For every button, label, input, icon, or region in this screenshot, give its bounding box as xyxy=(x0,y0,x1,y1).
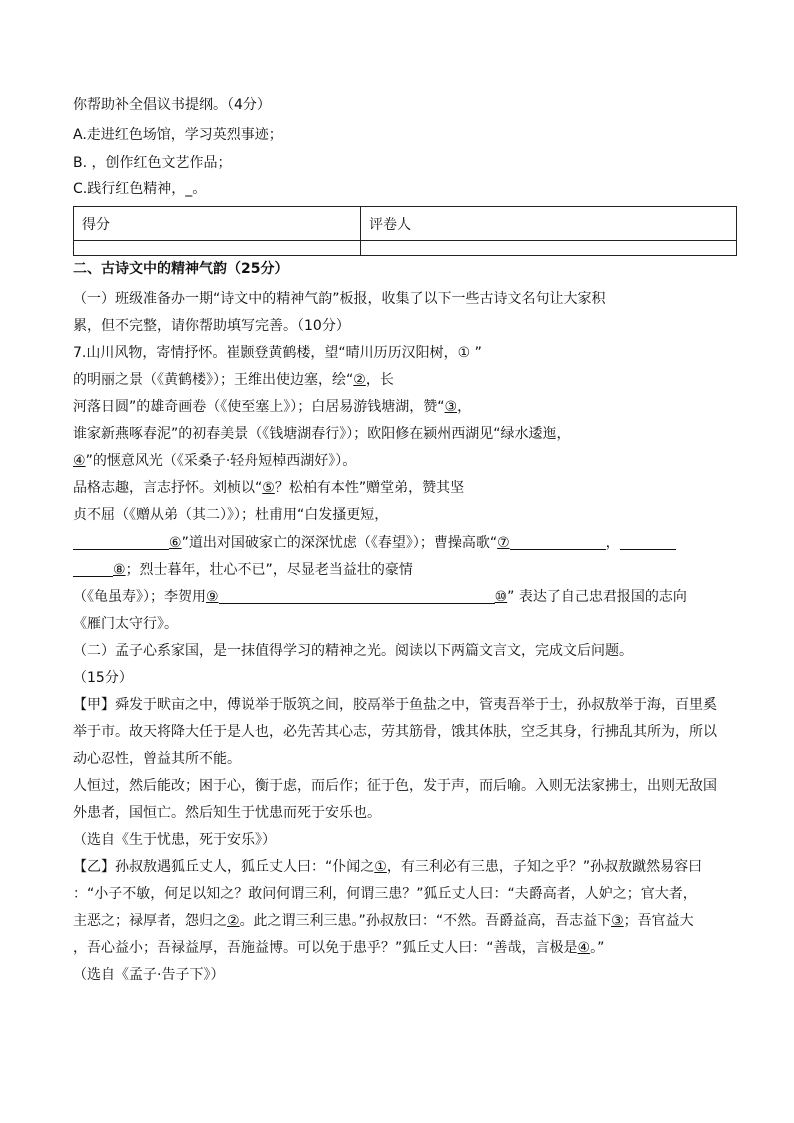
part2-intro-2: （15分） xyxy=(73,670,133,686)
blank-6-line[interactable] xyxy=(73,535,169,550)
part2-intro-1: （二）孟子心系家国，是一抹值得学习的精神之光。阅读以下两篇文言文，完成文后问题。 xyxy=(73,643,633,659)
yi-line-2: ：“小子不敏，何足以知之？敢问何谓三利，何谓三患？”狐丘丈人曰：“夫爵高者，人妒之；官大者， xyxy=(73,886,697,902)
score-table xyxy=(73,206,737,256)
q7-line-9: ⑧；烈士暮年，壮心不已”，尽显老当益壮的豪情 xyxy=(73,561,413,579)
yi-blank-1[interactable]: ① xyxy=(374,859,387,875)
intro-line-a: A.走进红色场馆，学习英烈事迹； xyxy=(73,127,283,143)
score-value-cell[interactable] xyxy=(74,241,361,256)
part1-intro-2: 累，但不完整，请你帮助填写完善。（10分） xyxy=(73,318,350,334)
blank-2[interactable]: ② xyxy=(353,372,366,388)
blank-9[interactable]: ⑨ xyxy=(206,589,219,605)
jia-line-4: 人恒过，然后能改；困于心，衡于虑，而后作；征于色，发于声，而后喻。入则无法家拂士，出则无敌国 xyxy=(73,778,717,794)
jia-line-1: 【甲】舜发于畎亩之中，傅说举于版筑之间，胶鬲举于鱼盐之中，管夷吾举于士，孙叔敖举于海，百里奚 xyxy=(73,697,717,713)
intro-line-c: C.践行红色精神，_。 xyxy=(73,181,207,197)
grader-header-cell: 评卷人 xyxy=(361,207,737,241)
yi-source: （选自《孟子·告子下》） xyxy=(73,967,225,983)
blank-8-line-b[interactable] xyxy=(73,562,113,577)
q7-line-1: 7.山川风物，寄情抒怀。崔颢登黄鹤楼，望“晴川历历汉阳树，① ” xyxy=(73,345,482,361)
blank-10[interactable]: ⑩ xyxy=(494,589,508,605)
part1-intro-1: （一）班级准备办一期“诗文中的精神气韵”板报，收集了以下一些古诗文名句让大家积 xyxy=(73,291,606,307)
jia-line-3: 动心忍性，曾益其所不能。 xyxy=(73,751,241,767)
blank-6[interactable]: ⑥ xyxy=(169,535,182,551)
jia-line-2: 举于市。故天将降大任于是人也，必先苦其心志，劳其筋骨，饿其体肤，空乏其身，行拂乱其所为，所以 xyxy=(73,724,717,740)
blank-8-line-a[interactable] xyxy=(620,535,676,550)
blank-5[interactable]: ⑤ xyxy=(262,480,275,496)
q7-line-11: 《雁门太守行》。 xyxy=(73,616,178,632)
blank-7[interactable]: ⑦ xyxy=(497,535,510,551)
score-header-cell: 得分 xyxy=(74,207,361,241)
yi-line-4: ，吾心益小；吾禄益厚，吾施益博。可以免于患乎？”狐丘丈人曰：“善哉，言极是④。” xyxy=(73,940,605,956)
q7-line-7: 贞不屈（《赠从弟（其二）》）；杜甫用“白发搔更短， xyxy=(73,507,389,523)
yi-blank-4[interactable]: ④ xyxy=(577,940,591,956)
q7-line-2: 的明丽之景（《黄鹤楼》）；王维出使边塞，绘“②，长 xyxy=(73,372,394,388)
yi-blank-3[interactable]: ③ xyxy=(611,913,624,929)
blank-9-line[interactable] xyxy=(219,589,495,604)
intro-line-1: 你帮助补全倡议书提纲。（4分） xyxy=(73,97,271,113)
jia-line-5: 外患者，国恒亡。然后知生于忧患而死于安乐也。 xyxy=(73,805,381,821)
blank-7-line[interactable] xyxy=(510,535,606,550)
jia-source: （选自《生于忧患，死于安乐》） xyxy=(73,832,276,848)
grader-value-cell[interactable] xyxy=(361,241,737,256)
yi-blank-2[interactable]: ② xyxy=(227,913,240,929)
blank-4[interactable]: ④ xyxy=(73,453,86,469)
q7-line-5: ④”的惬意风光（《采桑子·轻舟短棹西湖好》）。 xyxy=(73,453,357,469)
q7-line-10: （《龟虽寿》）；李贺用⑨ ⑩” 表达了自己忠君报国的志向 xyxy=(73,589,687,605)
intro-line-b: B. ，创作红色文艺作品； xyxy=(73,155,232,171)
q7-line-3: 河落日圆”的雄奇画卷（《使至塞上》）；白居易游钱塘湖，赞“③， xyxy=(73,399,472,415)
q7-line-8: ⑥”道出对国破家亡的深深忧虑（《春望》）；曹操高歌“⑦ ， xyxy=(73,534,676,552)
section-title: 二、古诗文中的精神气韵（25分） xyxy=(73,261,289,277)
blank-8[interactable]: ⑧ xyxy=(113,562,126,578)
yi-line-1: 【乙】孙叔敖遇狐丘丈人，狐丘丈人曰：“仆闻之①，有三利必有三患，子知之乎？”孙叔敖蹴然易容曰 xyxy=(73,859,703,875)
q7-line-6: 品格志趣，言志抒怀。刘桢以“⑤？松柏有本性”赠堂弟，赞其坚 xyxy=(73,480,465,496)
q7-line-4: 谁家新燕啄春泥”的初春美景（《钱塘湖春行》）；欧阳修在颍州西湖见“绿水逶迤， xyxy=(73,426,571,442)
blank-3[interactable]: ③ xyxy=(444,399,458,415)
yi-line-3: 主恶之；禄厚者，怨归之②。此之谓三利三患。”孙叔敖曰：“不然。吾爵益高，吾志益下③；吾官益大 xyxy=(73,913,694,929)
